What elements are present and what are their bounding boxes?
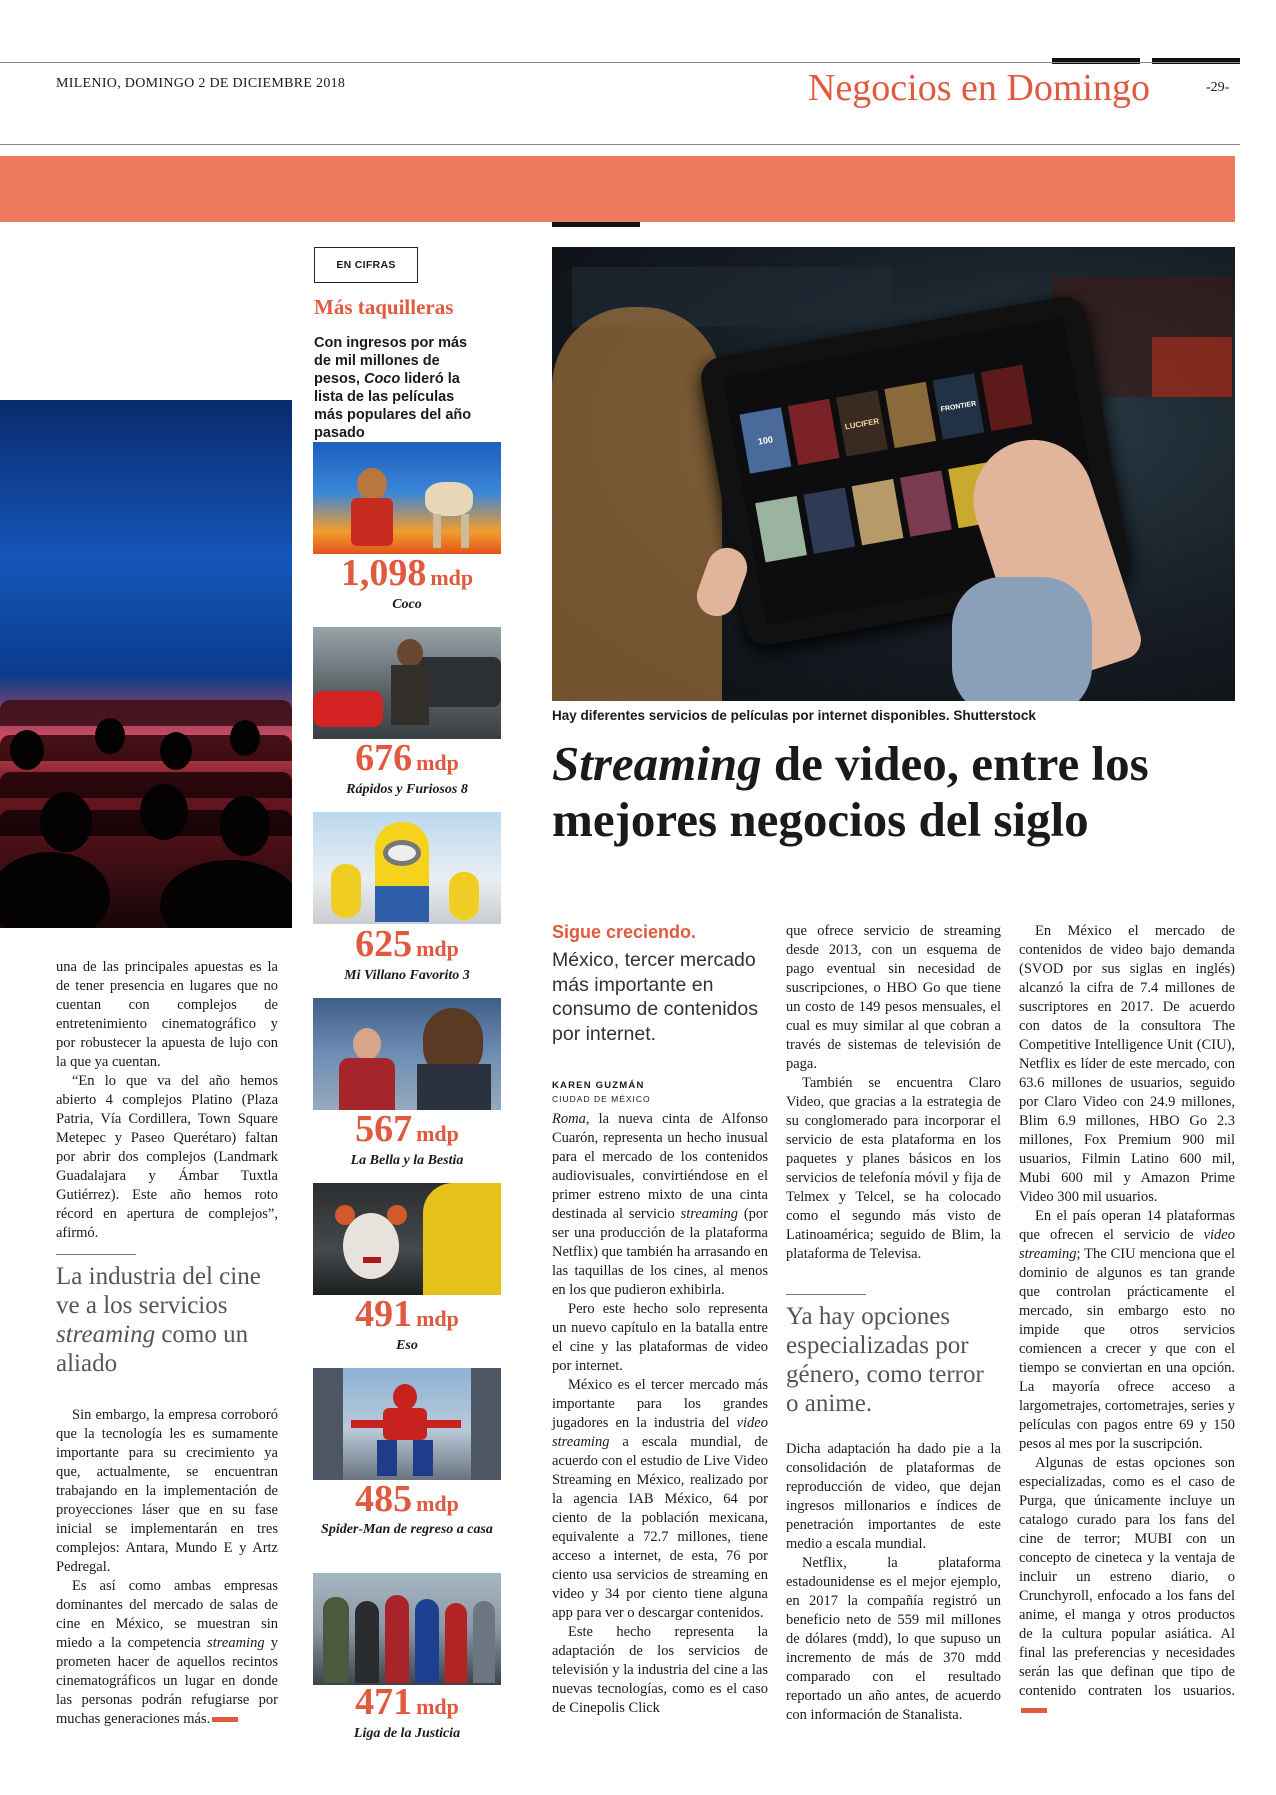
byline-place: CIUDAD DE MÉXICO [552,1094,651,1104]
left-column-text [56,958,278,1243]
eso-poster [313,1183,501,1295]
column-3-text [786,922,1001,1264]
left-paragraph-1: una de las principales apuestas es la de tener presencia en lugares que no cuentan con complejos de entretenimiento cinematográfico y por robustecer la apuesta de lujo con la que ya cuentan. [56,959,278,1070]
rapidos-furiosos-poster [313,627,501,739]
deck: México, tercer mercado más importante en consumo de contenidos por internet. [552,949,758,1045]
movie-value-villano: 625 mdp [355,923,459,965]
movie-value-liga: 471 mdp [355,1681,459,1723]
movie-title-liga: Liga de la Justicia [353,1726,461,1741]
en-cifras-tag: EN CIFRAS [314,247,418,283]
accent-band [0,156,1235,222]
left-paragraph-2: “En lo que va del año hemos abierto 4 complejos Platino (Plaza Patria, Vía Cordillera, Town Square Metepec y Paseo Querétaro) faltan por abrir dos complejos (Landmark Guadalajara y Ámbar Tuxtla Gutiérrez). Este año hemos roto récord en apertura de complejos”, afirmó. [56,1073,278,1241]
header-bar-1 [1052,58,1140,64]
movie-title-spiderman: Spider-Man de regreso a casa [321,1522,493,1537]
column-4-text [1019,922,1235,1720]
column-bar [552,222,640,227]
article-paragraph-7: Dicha adaptación ha dado pie a la consolidación de plataformas de reproducción de video, que dejan ingresos millonarios e índices de penetración importantes de este medio a escala mundial. [786,1441,1001,1552]
photo-caption: Hay diferentes servicios de películas por internet disponibles. Shutterstock [552,708,1036,723]
movie-value-coco: 1,098 mdp [340,552,474,594]
article-paragraph-4: Este hecho representa la adaptación de los servicios de televisión y la industria del cine a las nuevas tecnologías, como es el caso de Cinepolis Click [552,1624,768,1716]
figures-intro: Con ingresos por más de mil millones de pesos, Coco lideró la lista de las películas más populares del año pasado [314,335,472,441]
article-paragraph-8: Netflix, la plataforma estadounidense es el mejor ejemplo, en 2017 la compañía registró un beneficio neto de 559 mil millones de dólares (mdd), lo que supuso un incremento de más de 370 mdd comparado con el resultado reportado un año antes, de acuerdo con información de Stanalista. [786,1555,1001,1723]
column-2-text [552,1110,768,1718]
movie-value-furiosos: 676 mdp [355,737,459,779]
movie-title-villano: Mi Villano Favorito 3 [344,968,470,983]
quote2-rule [786,1294,866,1295]
article-paragraph-10: En el país operan 14 plataformas que ofrecen el servicio de video streaming; The CIU menciona que el dominio de algunos es tan grande que controlan prácticamente el mercado, sin embargo esto no impide que otros servicios comiencen a crecer y que con el tiempo se conviertan en una opción. La mayoría ofrece acceso a largometrajes, cortometrajes, series y películas con pagos entre 69 y 150 pesos al mes por la suscripción. [1019,1208,1235,1452]
byline-author: KAREN GUZMÁN [552,1080,645,1091]
mi-villano-poster [313,812,501,924]
movie-title-bella: La Bella y la Bestia [350,1153,464,1168]
quote-rule [56,1254,136,1255]
cinema-photo [0,400,292,928]
movie-title-furiosos: Rápidos y Furiosos 8 [346,782,468,797]
article-paragraph-1: Roma, la nueva cinta de Alfonso Cuarón, representa un hecho inusual para el mercado de los contenidos audiovisuales, convirtiéndose en el primer estreno mixto de una cinta destinada al servicio streaming (por ser una producción de la plataforma Netflix) que también ha arrasando en las taquillas de los cines, al menos en los que pudieron exhibirla. [552,1111,768,1298]
article-paragraph-6: También se encuentra Claro Video, que gracias a la estrategia de su conglomerado para incorporar el servicio de esta plataforma en los paquetes y planes básicos en los servicios de telefonía móvil y fija de Telmex y Telcel, se ha colocado como el segundo más visto de Latinoamérica; seguido de Blim, la plataforma de Televisa. [786,1075,1001,1262]
dateline: MILENIO, DOMINGO 2 DE DICIEMBRE 2018 [56,76,346,91]
pull-quote: La industria del cine ve a los servicios streaming como un aliado [56,1263,261,1377]
left-column-text-2 [56,1406,278,1729]
header-bottom-rule [0,144,1240,145]
kicker: Sigue creciendo. [552,922,697,942]
article-paragraph-2: Pero este hecho solo representa un nuevo capítulo en la batalla entre el cine y las plataformas de video por internet. [552,1301,768,1374]
movie-title-eso: Eso [396,1338,418,1353]
header-top-rule [0,62,1240,63]
section-title: Negocios en Domingo [808,67,1150,109]
tablet-device: 100 LUCIFER FRONTIER [698,293,1133,648]
liga-justicia-poster [313,1573,501,1685]
headline: Streaming de video, entre los mejores negocios del siglo [552,736,1149,847]
movie-value-bella: 567 mdp [355,1108,459,1150]
movie-value-eso: 491 mdp [355,1293,459,1335]
pull-quote-2: Ya hay opciones especializadas por género, como terror o anime. [786,1303,984,1417]
coco-poster [313,442,501,554]
hero-photo [552,247,1235,701]
figures-title: Más taquilleras [314,295,454,319]
left-paragraph-4: Es así como ambas empresas dominantes del mercado de salas de cine en México, se muestran sin miedo a la competencia streaming y prometen hacer de aquellos recintos cinematográficos un lugar en donde las personas podrán refugiarse por muchas generaciones más. [56,1578,278,1727]
spiderman-poster [313,1368,501,1480]
article-paragraph-9: En México el mercado de contenidos de video bajo demanda (SVOD por sus siglas en inglés) alcanzó la cifra de 7.4 millones de suscriptores en 2017. De acuerdo con datos de la consultora The Competitive Intelligence Unit (CIU), Netflix es líder de este mercado, con 63.6 millones de usuarios, seguido por Claro Video con 24.9 millones, Blim 6.9 millones, HBO Go 2.3 millones, Fox Premium 900 mil usuarios, Filmin Latino 600 mil, Mubi 600 mil y Amazon Prime Video 300 mil usuarios. [1019,923,1235,1205]
left-paragraph-3: Sin embargo, la empresa corroboró que la tecnología les es sumamente importante para su crecimiento ya que, actualmente, se encuentran trabajando en la implementación de proyecciones láser que en su fase inicial se implementarán en tres complejos: Antara, Mundo E y Artz Pedregal. [56,1407,278,1575]
column-3-text-2 [786,1440,1001,1725]
article-paragraph-3: México es el tercer mercado más importante para los grandes jugadores en la industria del video streaming a escala mundial, de acuerdo con el estudio de Live Video Streaming en México, realizado por la agencia IAB México, 64 por ciento de la población mexicana, equivalente a 72.7 millones, tiene acceso a internet, de esta, 76 por ciento usa servicios de streaming en video y 34 por ciento tiene alguna app para ver o descargar contenidos. [552,1377,768,1621]
article-paragraph-11: Algunas de estas opciones son especializadas, como es el caso de Purga, que únicamente incluye un catalogo curado para los fans del cine de terror; MUBI con un concepto de cineteca y la ventaja de incluir un estreno diario, o Crunchyroll, enfocado a los fans del anime, el manga y otros productos de la cultura popular asiática. Al final las preferencias y necesidades serán las que definan que tipo de contenido contraten los usuarios. [1019,1454,1235,1720]
movie-value-spiderman: 485 mdp [355,1478,459,1520]
article-paragraph-5: que ofrece servicio de streaming desde 2013, con un esquema de pago eventual sin necesidad de suscripciones, o HBO Go que tiene un costo de 149 pesos mensuales, el cual es muy similar al que cobran a través de sistemas de televisión de paga. [786,923,1001,1072]
bella-bestia-poster [313,998,501,1110]
header-bar-2 [1152,58,1240,64]
movie-title-coco: Coco [392,597,422,612]
page-number: -29- [1206,80,1230,95]
